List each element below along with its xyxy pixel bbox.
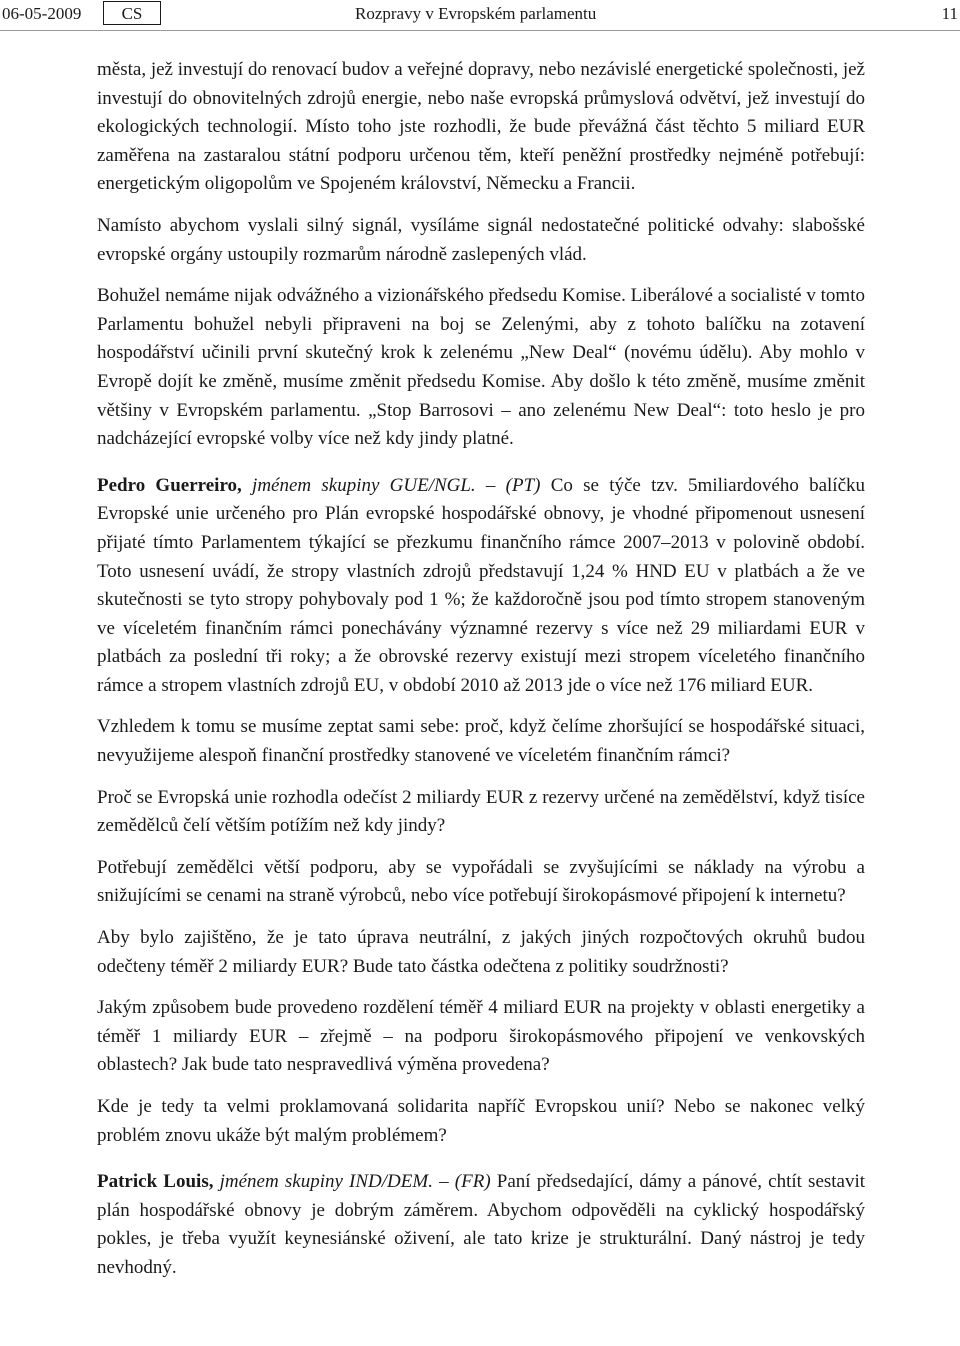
paragraph-7: Potřebují zemědělci větší podporu, aby se vypořádali se zvyšujícími se náklady na výrobu a snižujícími se cenami na straně výrobců, nebo více potřebují širokopásmové připojení k internetu? <box>97 856 865 907</box>
paragraph-9: Jakým způsobem bude provedeno rozdělení téměř 4 miliard EUR na projekty v oblasti energetiky a téměř 1 miliardy EUR – zřejmě – na podporu širokopásmového připojení ve venkovských oblastech? Jak bude tato nespravedlivá výměna provedena? <box>97 997 865 1076</box>
dash: – <box>475 474 506 496</box>
paragraph-5: Vzhledem k tomu se musíme zeptat sami sebe: proč, když čelíme zhoršující se hospodářské situaci, nevyužijeme alespoň finanční prostředky stanovené ve víceletém finančním rámci? <box>97 716 865 767</box>
paragraph-10: Kde je tedy ta velmi proklamovaná solidarita napříč Evropskou unií? Nebo se nakonec velký problém znovu ukáže být malým problémem? <box>97 1096 865 1146</box>
header-title: Rozpravy v Evropském parlamentu <box>355 4 597 23</box>
speech-guerreiro <box>97 472 865 701</box>
speech-text: Co se týče tzv. 5miliardového balíčku Evropské unie určeného pro Plán evropské hospodářské obnovy, je vhodné připomenout usnesení přijaté tímto Parlamentem týkající se přezkumu finančního rámce 2007–2013 v polovině období. Toto usnesení uvádí, že stropy vlastních zdrojů představují 1,24 % HND EU v platbách a že ve skutečnosti se tyto stropy pohybovaly pod 1 %; že každoročně jsou pod tímto stropem stanoveným ve víceletém finančním rámci ponechávány významné rezervy s více než 29 miliardami EUR v platbách za poslední tři roky; a že obrovské rezervy existují mezi stropem víceletého finančního rámce a stropem vlastních zdrojů EU, v období 2010 až 2013 jde o více než 176 miliard EUR. <box>97 474 866 696</box>
paragraph-8: Aby bylo zajištěno, že je tato úprava neutrální, z jakých jiných rozpočtových okruhů budou odečteny téměř 2 miliardy EUR? Bude tato částka odečtena z politiky soudržnosti? <box>97 927 865 977</box>
document-body <box>97 56 865 1296</box>
speaker-name: Patrick Louis, <box>97 1171 214 1193</box>
header-date: 06-05-2009 <box>2 4 82 23</box>
paragraph-2: Namísto abychom vyslali silný signál, vysíláme signál nedostatečné politické odvahy: slabošské evropské orgány ustoupily rozmarům národně zaslepených vlád. <box>97 214 865 265</box>
dash: – <box>432 1171 455 1193</box>
speaker-group: jménem skupiny GUE/NGL. <box>252 474 476 496</box>
speech-language: (PT) <box>505 474 541 496</box>
paragraph-6: Proč se Evropská unie rozhodla odečíst 2 miliardy EUR z rezervy určené na zemědělství, když tisíce zemědělců čelí větším potížím než kdy jindy? <box>97 786 865 837</box>
speaker-group: jménem skupiny IND/DEM. <box>219 1171 433 1193</box>
speech-language: (FR) <box>454 1171 491 1193</box>
speaker-name: Pedro Guerreiro, <box>97 474 242 496</box>
page-header <box>0 0 960 31</box>
paragraph-1: města, jež investují do renovací budov a veřejné dopravy, nebo nezávislé energetické společnosti, jež investují do obnovitelných zdrojů energie, nebo naše evropská průmyslová odvětví, jež investují do ekologických technologií. Místo toho jste rozhodli, že bude převážná část těchto 5 miliard EUR zaměřena na zastaralou státní podporu určenou těm, kteří peněžní prostředky nejméně potřebují: energetickým oligopolům ve Spojeném království, Německu a Francii. <box>97 59 865 195</box>
page-number: 11 <box>941 4 958 23</box>
paragraph-3: Bohužel nemáme nijak odvážného a vizionářského předsedu Komise. Liberálové a socialisté v tomto Parlamentu bohužel nebyli připraveni na boj se Zelenými, aby z tohoto balíčku na zotavení hospodářství učinili první skutečný krok k zelenému „New Deal“ (novému údělu). Aby mohlo v Evropě dojít ke změně, musíme změnit předsedu Komise. Aby došlo k této změně, musíme změnit většiny v Evropském parlamentu. „Stop Barrosovi – ano zelenému New Deal“: toto heslo je pro nadcházející evropské volby více než kdy jindy platné. <box>97 285 865 450</box>
language-badge: CS <box>103 1 161 25</box>
speech-louis <box>97 1168 865 1282</box>
speech-text: Paní předsedající, dámy a pánové, chtít sestavit plán hospodářské obnovy je dobrým záměrem. Abychom odpověděli na cyklický hospodářský pokles, je třeba využít keynesiánské oživení, ale tato krize je strukturální. Daný nástroj je tedy nevhodný. <box>97 1171 866 1278</box>
